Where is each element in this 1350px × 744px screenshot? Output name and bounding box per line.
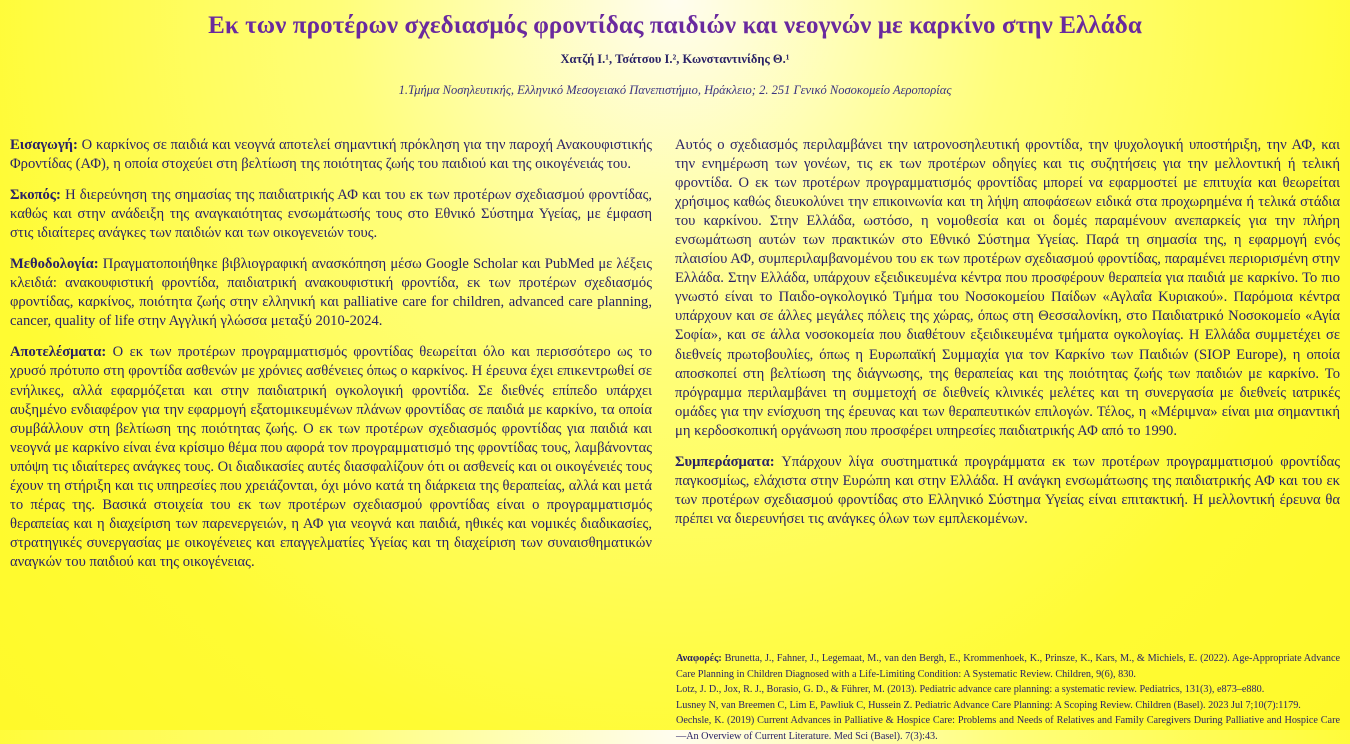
conclusion-section — [675, 453, 1340, 529]
references-section — [676, 651, 1340, 744]
affiliations: 1.Τμήμα Νοσηλευτικής, Ελληνικό Μεσογειακό Πανεπιστήμιο, Ηράκλειο; 2. 251 Γενικό Νοσοκομείο Αεροπορίας — [398, 83, 952, 97]
reference-item: Oechsle, K. (2019) Current Advances in Palliative & Hospice Care: Problems and Needs of Relatives and Family Caregivers During Palliative and Hospice Care—An Overview of Current Literature. Med Sci (Basel). 7(3):43. — [676, 715, 1340, 742]
reference-text: Brunetta, J., Fahner, J., Legemaat, M., van den Bergh, E., Krommenhoek, K., Prinsze, K., Kars, M., & Michiels, E. (2022). Age-Appropriate Advance Care Planning in Children Diagnosed with a Life-Limiting Condition: A Systematic Review. Children, 9(6), 830. — [676, 653, 1341, 680]
aim-section — [10, 186, 652, 243]
introduction-section — [10, 136, 652, 174]
references-label: Αναφορές: — [676, 653, 722, 664]
reference-item — [676, 651, 1340, 682]
conclusion-text: Υπάρχουν λίγα συστηματικά προγράμματα εκ των προτέρων προγραμματισμού φροντίδας παγκοσμίως, ελάχιστα στην Ευρώπη και στην Ελλάδα. Η ανάγκη ενσωμάτωσης της παιδιατρικής ΑΦ και του εκ των προτέρων σχεδιασμού φροντίδας στο Ελληνικό Σύστημα Υγείας είναι επιτακτική. Η μελλοντική έρευνα θα πρέπει να διερευνήσει τις ανάγκες όλων των εμπλεκομένων. — [675, 453, 1340, 527]
methodology-section — [10, 255, 652, 331]
conclusion-label: Συμπεράσματα: — [675, 453, 775, 470]
results-continued-text: Αυτός ο σχεδιασμός περιλαμβάνει την ιατρονοσηλευτική φροντίδα, την ψυχολογική υποστήριξη, την ΑΦ, και την ενημέρωση των γονέων, τις εκ των προτέρων οδηγίες και τις συζητήσεις για την μελλοντική ή τελική φροντίδα. Ο εκ των προτέρων προγραμματισμός φροντίδας μπορεί να εφαρμοστεί με επιτυχία και θεωρείται χρήσιμος καθώς διευκολύνει την επικοινωνία και τη λήψη αποφάσεων ειδικά στα προχωρημένα ή τελικά στάδια του καρκίνου. Στην Ελλάδα, ωστόσο, η νομοθεσία και οι δομές παραμένουν ανεπαρκείς για την πλήρη ενσωμάτωση αυτών των πρακτικών στο Εθνικό Σύστημα Υγείας. Παρά τη σημασία της, η εφαρμογή ενός πλαισίου ΑΦ, συμπεριλαμβανομένου του εκ των προτέρων σχεδιασμού φροντίδας, παραμένει περιορισμένη στην Ελλάδα. Στην Ελλάδα, υπάρχουν εξειδικευμένα κέντρα που προσφέρουν θεραπεία για παιδιά με καρκίνο. Το πιο γνωστό είναι το Παιδο-ογκολογικό Τμήμα του Νοσοκομείου Παίδων «Αγλαΐα Κυριακού». Παρόμοια κέντρα υπάρχουν και σε άλλες μεγάλες πόλεις της χώρας, όπως στη Θεσσαλονίκη, στο Παιδιατρικό Νοσοκομείο «Αγία Σοφία», και σε άλλα νοσοκομεία που διαθέτουν εξειδικευμένα τμήματα ογκολογίας. Η Ελλάδα συμμετέχει σε διεθνείς πρωτοβουλίες, όπως η Ευρωπαϊκή Συμμαχία για τον Καρκίνο των Παιδιών (SIOP Europe), η οποία αποσκοπεί στη βελτίωση της διάγνωσης, της θεραπείας και της ποιότητας ζωής των παιδιών με καρκίνο. Το πρόγραμμα περιλαμβάνει τη συμμετοχή σε διεθνείς κλινικές μελέτες και τη συνεργασία με διεθνείς ιατρικές ομάδες για την ενίσχυση της έρευνας και των θεραπευτικών επιλογών. Τέλος, η «Μέριμνα» είναι μια σημαντική μη κερδοσκοπική οργάνωση που προσφέρει υπηρεσίες παιδιατρικής ΑΦ από το 1990. — [675, 137, 1340, 439]
right-column — [675, 136, 1340, 541]
results-label: Αποτελέσματα: — [10, 344, 107, 361]
left-column — [10, 136, 652, 584]
aim-text: Η διερεύνηση της σημασίας της παιδιατρικής ΑΦ και του εκ των προτέρων σχεδιασμού φροντίδας, καθώς και στην ανάδειξη της αναγκαιότητας ενσωμάτωσής τους στο Εθνικό Σύστημα Υγείας, με έμφαση στις ιδιαίτερες ανάγκες των παιδιών και των οικογενειών τους. — [10, 187, 652, 242]
reference-item: Lotz, J. D., Jox, R. J., Borasio, G. D., & Führer, M. (2013). Pediatric advance care planning: a systematic review. Pediatrics, 131(3), e873–e880. — [676, 684, 1265, 695]
introduction-text: Ο καρκίνος σε παιδιά και νεογνά αποτελεί σημαντική πρόκληση για την παροχή Ανακουφιστικής Φροντίδας (ΑΦ), η οποία στοχεύει στη βελτίωση της ποιότητας ζωής του παιδιού και της οικογένειάς του. — [10, 137, 652, 173]
poster-title: Εκ των προτέρων σχεδιασμός φροντίδας παιδιών και νεογνών με καρκίνο στην Ελλάδα — [208, 12, 1142, 39]
authors: Χατζή Ι.¹, Τσάτσου Ι.², Κωνσταντινίδης Θ.¹ — [560, 52, 790, 66]
results-text: Ο εκ των προτέρων προγραμματισμός φροντίδας θεωρείται όλο και περισσότερο ως το χρυσό πρότυπο στη φροντίδα ασθενών με χρόνιες ασθένειες όπως ο καρκίνος. Η έρευνα έχει επικεντρωθεί σε ενήλικες, αλλά εφαρμόζεται και στην παιδιατρική ογκολογική φροντίδα. Σε διεθνές επίπεδο υπάρχει αυξημένο ενδιαφέρον για την εφαρμογή εξατομικευμένων πλάνων φροντίδας σε παιδιά με καρκίνο, τα οποία συμβάλλουν στη βελτίωση της ποιότητας ζωής. Ο εκ των προτέρων σχεδιασμός φροντίδας για παιδιά και νεογνά με καρκίνο είναι ένα κρίσιμο θέμα που αφορά τον προγραμματισμό της φροντίδας τους, λαμβάνοντας υπόψη τις ιδιαίτερες ανάγκες τους. Οι διαδικασίες αυτές διασφαλίζουν ότι οι ασθενείς και οι οικογένειές τους έχουν τη στήριξη και τις υπηρεσίες που χρειάζονται, όχι μόνο κατά τη διάρκεια της θεραπείας, αλλά και μετά το πέρας της. Βασικά στοιχεία του εκ των προτέρων σχεδιασμού φροντίδας είναι ο προγραμματισμός θεραπείας και η διαχείριση των παρενεργειών, η ΑΦ για νεογνά και παιδιά, ηθικές και νομικές διαδικασίες, στρατηγικές συνεργασίας με οικογένειες και επαγγελματίες Υγείας και τη διαχείριση των συναισθηματικών αναγκών του παιδιού και της οικογένειας. — [10, 344, 652, 570]
reference-item: Lusney N, van Breemen C, Lim E, Pawliuk C, Hussein Z. Pediatric Advance Care Planning: A Scoping Review. Children (Basel). 2023 Jul 7;10(7):1179. — [676, 699, 1301, 711]
introduction-label: Εισαγωγή: — [10, 137, 78, 153]
methodology-label: Μεθοδολογία: — [10, 256, 99, 273]
methodology-text: Πραγματοποιήθηκε βιβλιογραφική ανασκόπηση μέσω Google Scholar και PubMed με λέξεις κλειδιά: ανακουφιστική φροντίδα, παιδιατρική ανακουφιστική φροντίδα, εκ των προτέρων σχεδιασμός φροντίδας, καρκίνος, ποιότητα ζωής στην ελληνική και palliative care for children, advanced care planning, cancer, quality of life στην Αγγλική γλώσσα μεταξύ 2010-2024. — [10, 256, 652, 330]
results-section — [10, 343, 652, 572]
aim-label: Σκοπός: — [10, 187, 61, 204]
